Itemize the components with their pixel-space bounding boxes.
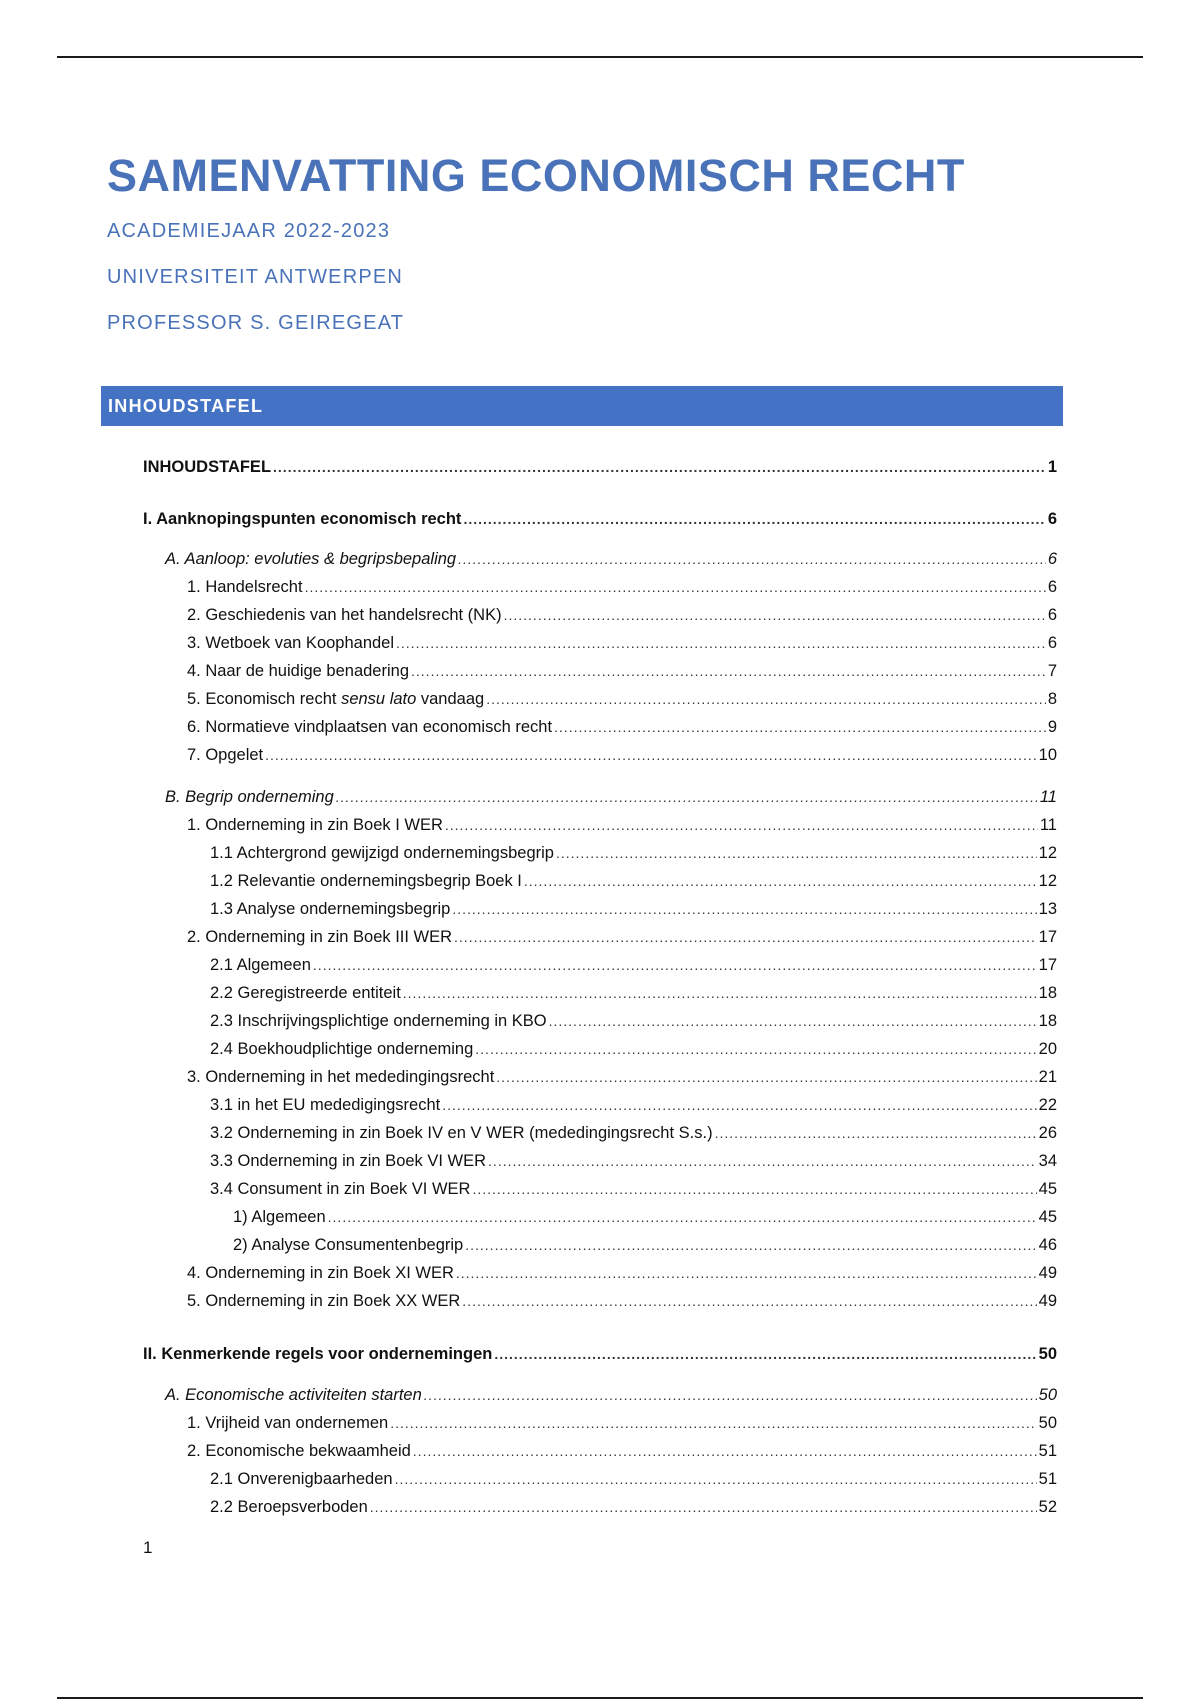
toc-entry-chapter-2[interactable]: II. Kenmerkende regels voor ondernemingen ..... 50 [143,1343,1057,1365]
toc-entry[interactable]: 2.2 Beroepsverboden ..... 52 [210,1496,1057,1518]
toc-entry[interactable]: 3. Wetboek van Koophandel ..... 6 [187,632,1057,654]
toc-entry[interactable]: 3. Onderneming in het mededingingsrecht ..... 21 [187,1066,1057,1088]
professor: PROFESSOR S. GEIREGEAT [107,312,405,334]
toc-entry[interactable]: 1. Handelsrecht ..... 6 [187,576,1057,598]
bottom-rule [57,1697,1143,1699]
toc-entry[interactable]: 5. Onderneming in zin Boek XX WER ..... 49 [187,1290,1057,1312]
toc-entry[interactable]: 2. Onderneming in zin Boek III WER ..... 17 [187,926,1057,948]
toc-entry[interactable]: 2) Analyse Consumentenbegrip ..... 46 [233,1234,1057,1256]
toc-entry-inhoudstafel[interactable]: INHOUDSTAFEL ..... 1 [143,456,1057,478]
toc-entry[interactable]: 1) Algemeen ..... 45 [233,1206,1057,1228]
toc-entry[interactable]: 3.3 Onderneming in zin Boek VI WER ..... 34 [210,1150,1057,1172]
toc-entry[interactable]: 5. Economisch recht sensu lato vandaag ..... 8 [187,688,1057,710]
toc-heading: INHOUDSTAFEL [101,386,1063,426]
toc-entry[interactable]: 3.1 in het EU mededigingsrecht ..... 22 [210,1094,1057,1116]
toc-entry-section-a[interactable]: A. Economische activiteiten starten ..... 50 [165,1384,1057,1406]
toc-entry[interactable]: 1. Onderneming in zin Boek I WER ..... 11 [187,814,1057,836]
toc-entry-section-b[interactable]: B. Begrip onderneming ..... 11 [165,786,1057,808]
toc-entry[interactable]: 1.3 Analyse ondernemingsbegrip ..... 13 [210,898,1057,920]
top-rule [57,56,1143,58]
toc-entry[interactable]: 1. Vrijheid van ondernemen ..... 50 [187,1412,1057,1434]
document-title: SAMENVATTING ECONOMISCH RECHT [107,150,965,201]
toc-entry[interactable]: 2.1 Onverenigbaarheden ..... 51 [210,1468,1057,1490]
toc-entry[interactable]: 2.2 Geregistreerde entiteit ..... 18 [210,982,1057,1004]
toc-entry[interactable]: 3.2 Onderneming in zin Boek IV en V WER (mededingingsrecht S.s.) ..... 26 [210,1122,1057,1144]
toc-entry[interactable]: 2. Geschiedenis van het handelsrecht (NK) ..... 6 [187,604,1057,626]
toc-entry[interactable]: 2.1 Algemeen ..... 17 [210,954,1057,976]
toc-entry[interactable]: 2.4 Boekhoudplichtige onderneming ..... 20 [210,1038,1057,1060]
toc-entry[interactable]: 3.4 Consument in zin Boek VI WER ..... 45 [210,1178,1057,1200]
toc-entry[interactable]: 2. Economische bekwaamheid ..... 51 [187,1440,1057,1462]
toc-entry-section-a[interactable]: A. Aanloop: evoluties & begripsbepaling ..... 6 [165,548,1057,570]
toc-entry[interactable]: 2.3 Inschrijvingsplichtige onderneming in KBO ..... 18 [210,1010,1057,1032]
toc-entry[interactable]: 7. Opgelet ..... 10 [187,744,1057,766]
toc-entry[interactable]: 4. Naar de huidige benadering ..... 7 [187,660,1057,682]
academic-year: ACADEMIEJAAR 2022-2023 [107,220,391,242]
toc-entry[interactable]: 4. Onderneming in zin Boek XI WER ..... 49 [187,1262,1057,1284]
toc-entry[interactable]: 6. Normatieve vindplaatsen van economisch recht ..... 9 [187,716,1057,738]
toc-entry[interactable]: 1.1 Achtergrond gewijzigd ondernemingsbegrip ..... 12 [210,842,1057,864]
title-block [107,148,965,334]
page-number: 1 [143,1538,153,1557]
toc-entry-chapter-1[interactable]: I. Aanknopingspunten economisch recht ..... 6 [143,508,1057,530]
university: UNIVERSITEIT ANTWERPEN [107,266,404,288]
toc-entry[interactable]: 1.2 Relevantie ondernemingsbegrip Boek I ..... 12 [210,870,1057,892]
